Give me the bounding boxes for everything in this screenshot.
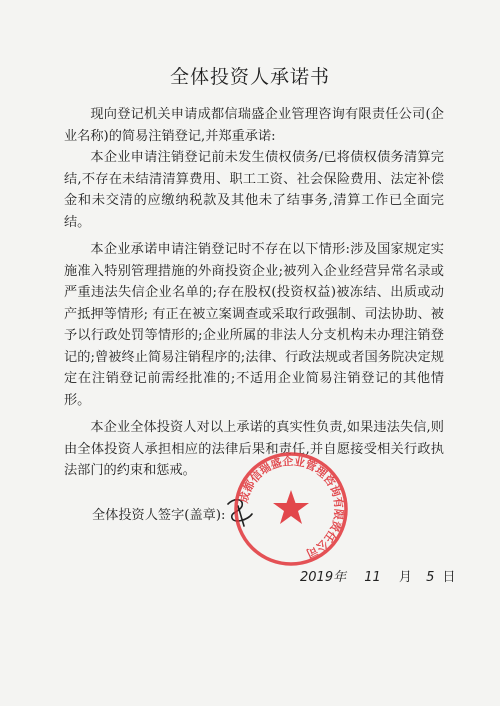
paragraph-debt-settlement: 本企业申请注销登记前未发生债权债务/已将债权债务清算完结,不存在未结清清算费用、职工工资、社会保险费用、法定补偿金和未交清的应缴纳税款及其他未了结事务,清算工作已全面完结。 bbox=[64, 150, 444, 230]
date-day: 5 bbox=[426, 570, 435, 585]
date-month-unit: 月 bbox=[398, 570, 412, 585]
paragraph-responsibility: 本企业全体投资人对以上承诺的真实性负责,如果违法失信,则由全体投资人承担相应的法律后果和责任,并自愿接受相关行政执法部门的约束和惩戒。 bbox=[64, 420, 444, 478]
signature-label: 全体投资人签字(盖章): bbox=[92, 508, 226, 523]
seal-text: 成都信瑞盛企业管理咨询有限责任公司 bbox=[237, 454, 346, 560]
signing-date bbox=[300, 566, 456, 585]
date-day-unit: 日 bbox=[442, 570, 456, 585]
paragraph-exclusions: 本企业承诺申请注销登记时不存在以下情形:涉及国家规定实施准入特别管理措施的外商投资企业;被列入企业经营异常名录或严重违法失信企业名单的;存在股权(投资权益)被冻结、出质或动产抵押等情形; 有正在被立案调查或采取行政强制、司法协助、被予以行政处罚等情形的;企业所属的非法人分支机构未办理注销登记的;曾被终止简易注销程序的;法律、行政法规或者国务院决定规定在注销登记前需经批准的;不适用企业简易注销登记的其他情形。 bbox=[64, 242, 444, 408]
paragraph-intro: 现向登记机关申请成都信瑞盛企业管理咨询有限责任公司(企业名称)的简易注销登记,并郑重承诺: bbox=[64, 107, 444, 144]
document-body bbox=[64, 104, 444, 482]
company-seal bbox=[232, 450, 350, 568]
document-title: 全体投资人承诺书 bbox=[169, 66, 330, 88]
seal-star-icon bbox=[273, 490, 309, 524]
date-month: 11 bbox=[364, 570, 381, 585]
date-year: 2019年 bbox=[300, 570, 347, 585]
